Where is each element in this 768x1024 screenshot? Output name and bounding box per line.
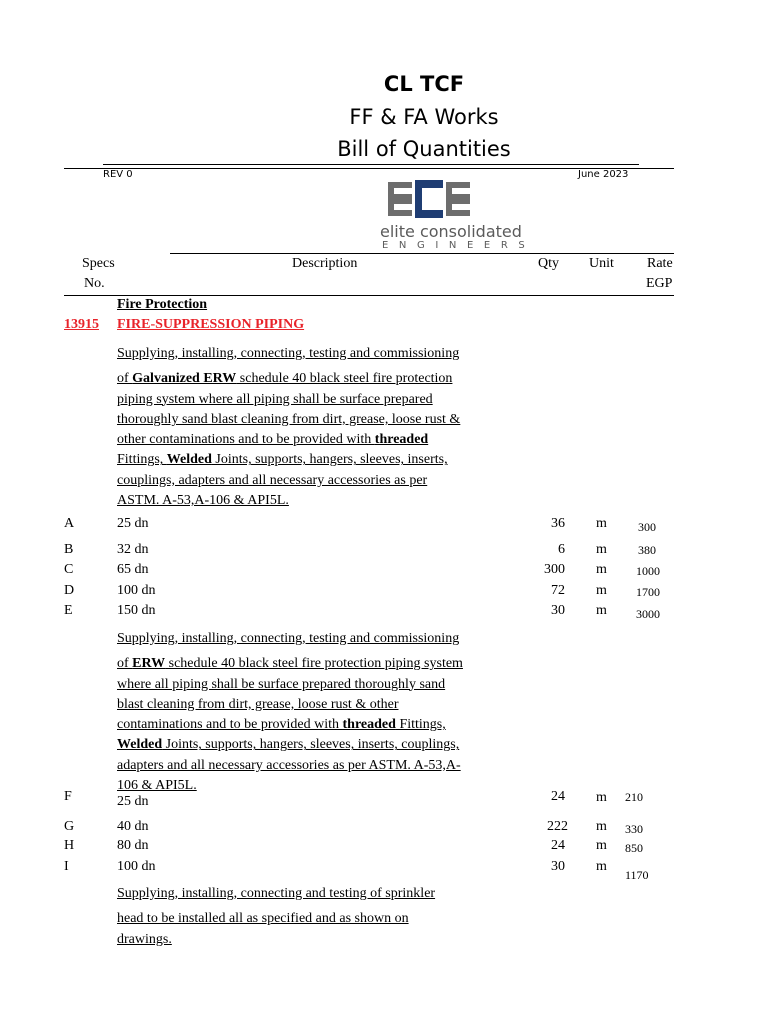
spec-code: 13915	[64, 317, 99, 332]
item-size: 32 dn	[117, 542, 149, 557]
column-specs-no: No.	[84, 276, 105, 291]
revision-label: REV 0	[103, 169, 133, 180]
logo-tagline: ENGINEERS	[382, 240, 536, 251]
para-line: Fittings, Welded Joints, supports, hangers, sleeves, inserts,	[117, 452, 448, 468]
item-unit: m	[596, 516, 607, 531]
item-description-sprinkler	[117, 884, 477, 950]
item-unit: m	[596, 603, 607, 618]
item-size: 65 dn	[117, 562, 149, 577]
logo-company-name: elite consolidated	[380, 222, 522, 241]
item-size: 40 dn	[117, 819, 149, 834]
item-size: 25 dn	[117, 794, 149, 809]
item-qty: 36	[551, 516, 565, 531]
header-rule-bottom	[64, 295, 674, 296]
para-line: other contaminations and to be provided with threaded	[117, 432, 429, 448]
item-id: D	[64, 583, 75, 598]
para-line: blast cleaning from dirt, grease, loose rust & other	[117, 696, 399, 712]
column-qty: Qty	[538, 256, 559, 271]
para-line: ASTM. A-53,A-106 & API5L.	[117, 493, 289, 509]
para-line: of ERW schedule 40 black steel fire protection piping system	[117, 656, 463, 672]
column-description: Description	[292, 256, 358, 271]
document-date: June 2023	[578, 169, 629, 180]
item-qty: 24	[551, 789, 565, 804]
document-title: CL TCF	[383, 72, 465, 96]
item-qty: 6	[558, 542, 565, 557]
header-rule-top	[170, 253, 674, 254]
column-rate: Rate	[647, 256, 673, 271]
item-size: 150 dn	[117, 603, 156, 618]
item-id: G	[64, 819, 75, 834]
column-unit: Unit	[589, 256, 614, 271]
item-size: 100 dn	[117, 583, 156, 598]
item-qty: 300	[544, 562, 565, 577]
para-line: adapters and all necessary accessories as per ASTM. A-53,A-	[117, 757, 461, 773]
item-rate: 300	[638, 520, 656, 534]
para-line: 106 & API5L.	[117, 778, 197, 794]
item-qty: 24	[551, 838, 565, 853]
item-qty: 30	[551, 859, 565, 874]
item-size: 25 dn	[117, 516, 149, 531]
item-id: I	[64, 859, 69, 874]
item-id: E	[64, 603, 73, 618]
item-rate: 1170	[625, 868, 649, 882]
para-line: Welded Joints, supports, hangers, sleeves, inserts, couplings,	[117, 737, 460, 753]
section-title: Fire Protection	[117, 297, 208, 312]
item-qty: 222	[547, 819, 568, 834]
document-subtitle-boq: Bill of Quantities	[337, 137, 511, 161]
para-line: of Galvanized ERW schedule 40 black steel fire protection	[117, 371, 453, 387]
item-rate: 380	[638, 543, 656, 557]
item-id: B	[64, 542, 74, 557]
item-qty: 72	[551, 583, 565, 598]
item-rate: 3000	[636, 607, 660, 621]
title-rule-upper	[103, 164, 639, 165]
para-line: where all piping shall be surface prepared thoroughly sand	[117, 676, 446, 692]
item-description-galvanized	[117, 344, 477, 511]
item-id: A	[64, 516, 75, 531]
item-unit: m	[596, 583, 607, 598]
item-description-erw	[117, 629, 477, 796]
para-line: Supplying, installing, connecting and testing of sprinkler	[117, 886, 436, 901]
item-unit: m	[596, 790, 607, 805]
para-line: couplings, adapters and all necessary accessories as per	[117, 472, 428, 488]
section-heading: FIRE-SUPPRESSION PIPING	[117, 317, 305, 332]
para-line: Supplying, installing, connecting, testing and commissioning	[117, 346, 460, 361]
item-unit: m	[596, 819, 607, 834]
item-size: 80 dn	[117, 838, 149, 853]
item-id: F	[64, 789, 72, 804]
item-rate: 1000	[636, 564, 660, 578]
para-line: thoroughly sand blast cleaning from dirt, grease, loose rust &	[117, 411, 461, 427]
item-id: H	[64, 838, 75, 853]
item-unit: m	[596, 562, 607, 577]
item-qty: 30	[551, 603, 565, 618]
para-line: contaminations and to be provided with threaded Fittings,	[117, 717, 446, 733]
item-rate: 1700	[636, 585, 660, 599]
column-specs: Specs	[82, 256, 115, 271]
item-rate: 210	[625, 790, 643, 804]
para-line: piping system where all piping shall be surface prepared	[117, 391, 433, 407]
item-rate: 850	[625, 841, 643, 855]
column-rate-currency: EGP	[646, 276, 673, 291]
item-unit: m	[596, 542, 607, 557]
item-size: 100 dn	[117, 859, 156, 874]
para-line: drawings.	[117, 931, 172, 947]
para-line: Supplying, installing, connecting, testing and commissioning	[117, 631, 460, 646]
document-subtitle: FF & FA Works	[349, 105, 499, 129]
item-unit: m	[596, 838, 607, 853]
para-line: head to be installed all as specified and as shown on	[117, 911, 409, 927]
item-rate: 330	[625, 822, 643, 836]
item-id: C	[64, 562, 74, 577]
item-unit: m	[596, 859, 607, 874]
